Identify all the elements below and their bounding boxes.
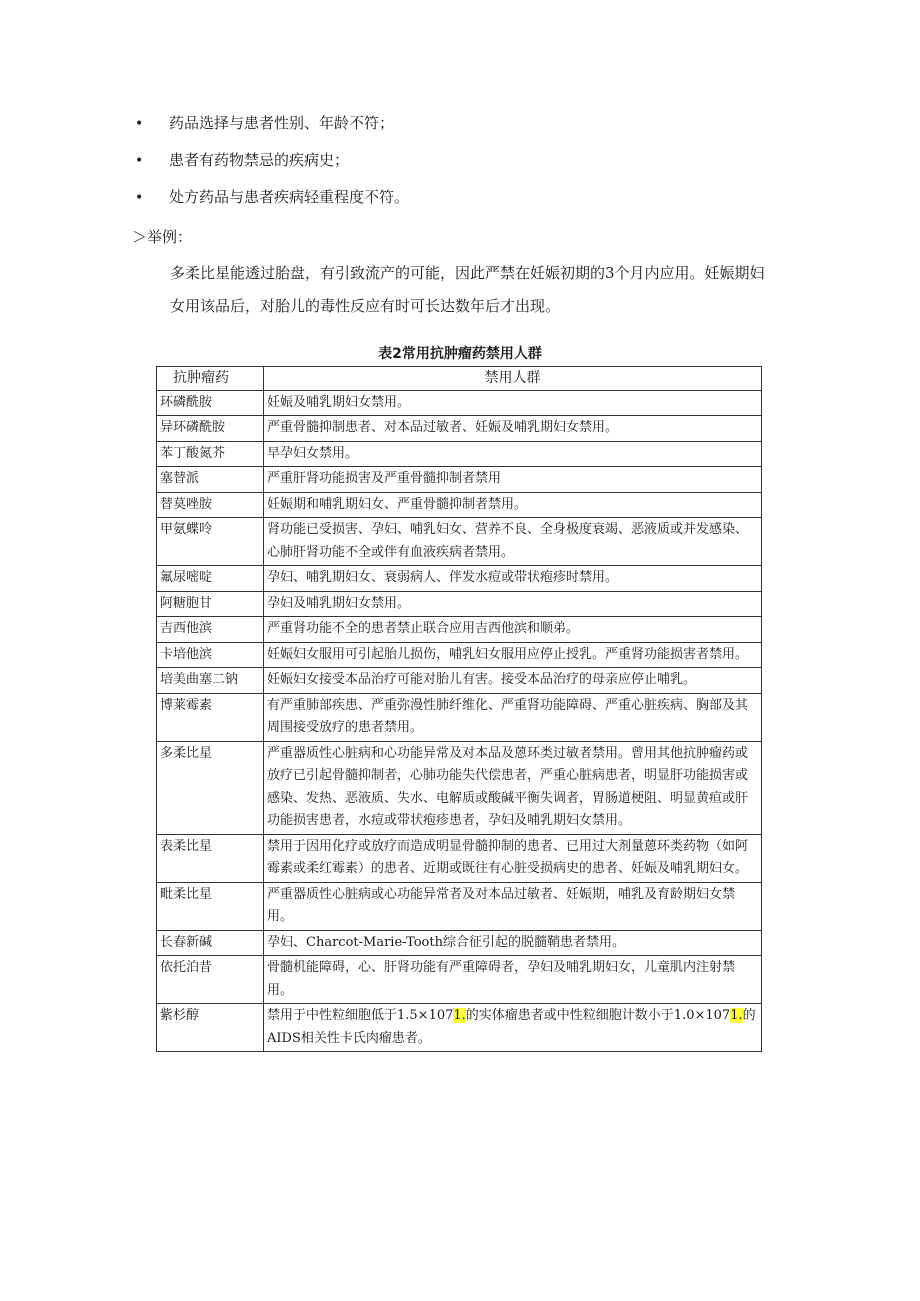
header-drug: 抗肿瘤药 <box>157 367 264 391</box>
contra-text: 的AIDS相关性卡氏肉瘤患者。 <box>267 1008 756 1046</box>
bullet-dot-icon: • <box>135 190 144 206</box>
table-title: 表2常用抗肿瘤药禁用人群 <box>378 346 542 362</box>
contra-cell: 妊娠妇女服用可引起胎儿损伤，哺乳妇女服用应停止授乳。严重肾功能损害者禁用。 <box>264 642 762 668</box>
table-row <box>157 467 762 493</box>
contra-cell: 妊娠及哺乳期妇女禁用。 <box>264 390 762 416</box>
contra-cell: 早孕妇女禁用。 <box>264 441 762 467</box>
drug-cell: 紫杉醇 <box>157 1004 264 1052</box>
contraindication-table <box>156 366 762 1052</box>
drug-cell: 博莱霉素 <box>157 693 264 741</box>
table-row <box>157 617 762 643</box>
table-row <box>157 956 762 1004</box>
contra-cell: 严重肝肾功能损害及严重骨髓抑制者禁用 <box>264 467 762 493</box>
contra-cell: 孕妇、哺乳期妇女、衰弱病人、伴发水痘或带状疱疹时禁用。 <box>264 566 762 592</box>
bullet-list <box>135 112 835 223</box>
contra-cell: 严重器质性心脏病和心功能异常及对本品及蒽环类过敏者禁用。曾用其他抗肿瘤药或放疗已引起骨髓抑制者，心肺功能失代偿患者，严重心脏病患者，明显肝功能损害或感染、发热、恶液质、失水、电解质或酸碱平衡失调者，胃肠道梗阻、明显黄疸或肝功能损害患者，水痘或带状疱疹患者，孕妇及哺乳期妇女禁用。 <box>264 741 762 834</box>
drug-cell: 依托泊昔 <box>157 956 264 1004</box>
bullet-text: 药品选择与患者性别、年龄不符； <box>169 114 395 132</box>
table-row <box>157 518 762 566</box>
drug-cell: 替莫唑胺 <box>157 492 264 518</box>
table-row <box>157 1004 762 1052</box>
contra-cell: 严重器质性心脏病或心功能异常者及对本品过敏者、妊娠期，哺乳及育龄期妇女禁用。 <box>264 882 762 930</box>
drug-cell: 毗柔比星 <box>157 882 264 930</box>
bullet-text: 患者有药物禁忌的疾病史； <box>169 151 350 169</box>
drug-cell: 环磷酰胺 <box>157 390 264 416</box>
bullet-dot-icon: • <box>135 153 144 169</box>
drug-cell: 甲氨蝶呤 <box>157 518 264 566</box>
contra-cell: 妊娠期和哺乳期妇女、严重骨髓抑制者禁用。 <box>264 492 762 518</box>
contra-text: 的实体瘤患者或中性粒细胞计数小于1.0×107 <box>465 1008 731 1023</box>
table-row <box>157 591 762 617</box>
contra-cell: 骨髓机能障碍，心、肝肾功能有严重障碍者，孕妇及哺乳期妇女，儿童肌内注射禁用。 <box>264 956 762 1004</box>
table-row <box>157 492 762 518</box>
contra-cell: 妊娠妇女接受本品治疗可能对胎儿有害。接受本品治疗的母亲应停止哺乳。 <box>264 668 762 694</box>
table-row <box>157 416 762 442</box>
table-row <box>157 566 762 592</box>
table-row <box>157 693 762 741</box>
contra-cell <box>264 1004 762 1052</box>
bullet-item <box>135 186 835 223</box>
drug-cell: 表柔比星 <box>157 834 264 882</box>
bullet-dot-icon: • <box>135 116 144 132</box>
example-paragraph: 多柔比星能透过胎盘，有引致流产的可能，因此严禁在妊娠初期的3个月内应用。妊娠期妇女用该品后，对胎儿的毒性反应有时可长达数年后才出现。 <box>170 264 765 315</box>
table-row <box>157 441 762 467</box>
drug-cell: 阿糖胞甘 <box>157 591 264 617</box>
table-row <box>157 741 762 834</box>
contra-cell: 严重骨髓抑制患者、对本品过敏者、妊娠及哺乳期妇女禁用。 <box>264 416 762 442</box>
drug-cell: 培美曲塞二钠 <box>157 668 264 694</box>
drug-cell: 吉西他滨 <box>157 617 264 643</box>
drug-cell: 异环磷酰胺 <box>157 416 264 442</box>
contra-cell: 禁用于因用化疗或放疗而造成明显骨髓抑制的患者、已用过大剂量蒽环类药物（如阿霉素或柔红霉素）的患者、近期或既往有心脏受损病史的患者、妊娠及哺乳期妇女。 <box>264 834 762 882</box>
table-row <box>157 668 762 694</box>
drug-cell: 塞替派 <box>157 467 264 493</box>
drug-cell: 氟尿嘧啶 <box>157 566 264 592</box>
table-row <box>157 930 762 956</box>
table-header-row <box>157 367 762 391</box>
contra-cell: 严重肾功能不全的患者禁止联合应用吉西他滨和顺弟。 <box>264 617 762 643</box>
contra-cell: 肾功能已受损害、孕妇、哺乳妇女、营养不良、全身极度衰竭、恶液质或并发感染、心肺肝肾功能不全或伴有血液疾病者禁用。 <box>264 518 762 566</box>
table-row <box>157 390 762 416</box>
drug-cell: 长春新碱 <box>157 930 264 956</box>
contra-text: 禁用于中性粒细胞低于1.5×107 <box>267 1008 454 1023</box>
highlight-mark: 1. <box>730 1008 743 1023</box>
header-contraindication: 禁用人群 <box>264 367 762 391</box>
contra-cell: 孕妇及哺乳期妇女禁用。 <box>264 591 762 617</box>
bullet-item <box>135 112 835 149</box>
drug-cell: 苯丁酸氮芥 <box>157 441 264 467</box>
contra-cell: 有严重肺部疾患、严重弥漫性肺纤维化、严重肾功能障碍、严重心脏疾病、胸部及其周围接受放疗的患者禁用。 <box>264 693 762 741</box>
table-body <box>157 390 762 1052</box>
table-row <box>157 882 762 930</box>
highlight-mark: 1. <box>453 1008 466 1023</box>
contra-cell: 孕妇、Charcot-Marie-Tooth综合征引起的脱髓鞘患者禁用。 <box>264 930 762 956</box>
bullet-item <box>135 149 835 186</box>
drug-cell: 多柔比星 <box>157 741 264 834</box>
bullet-text: 处方药品与患者疾病轻重程度不符。 <box>169 188 410 206</box>
drug-cell: 卡培他滨 <box>157 642 264 668</box>
table-row <box>157 642 762 668</box>
table-row <box>157 834 762 882</box>
example-label: ＞举例： <box>132 228 193 246</box>
